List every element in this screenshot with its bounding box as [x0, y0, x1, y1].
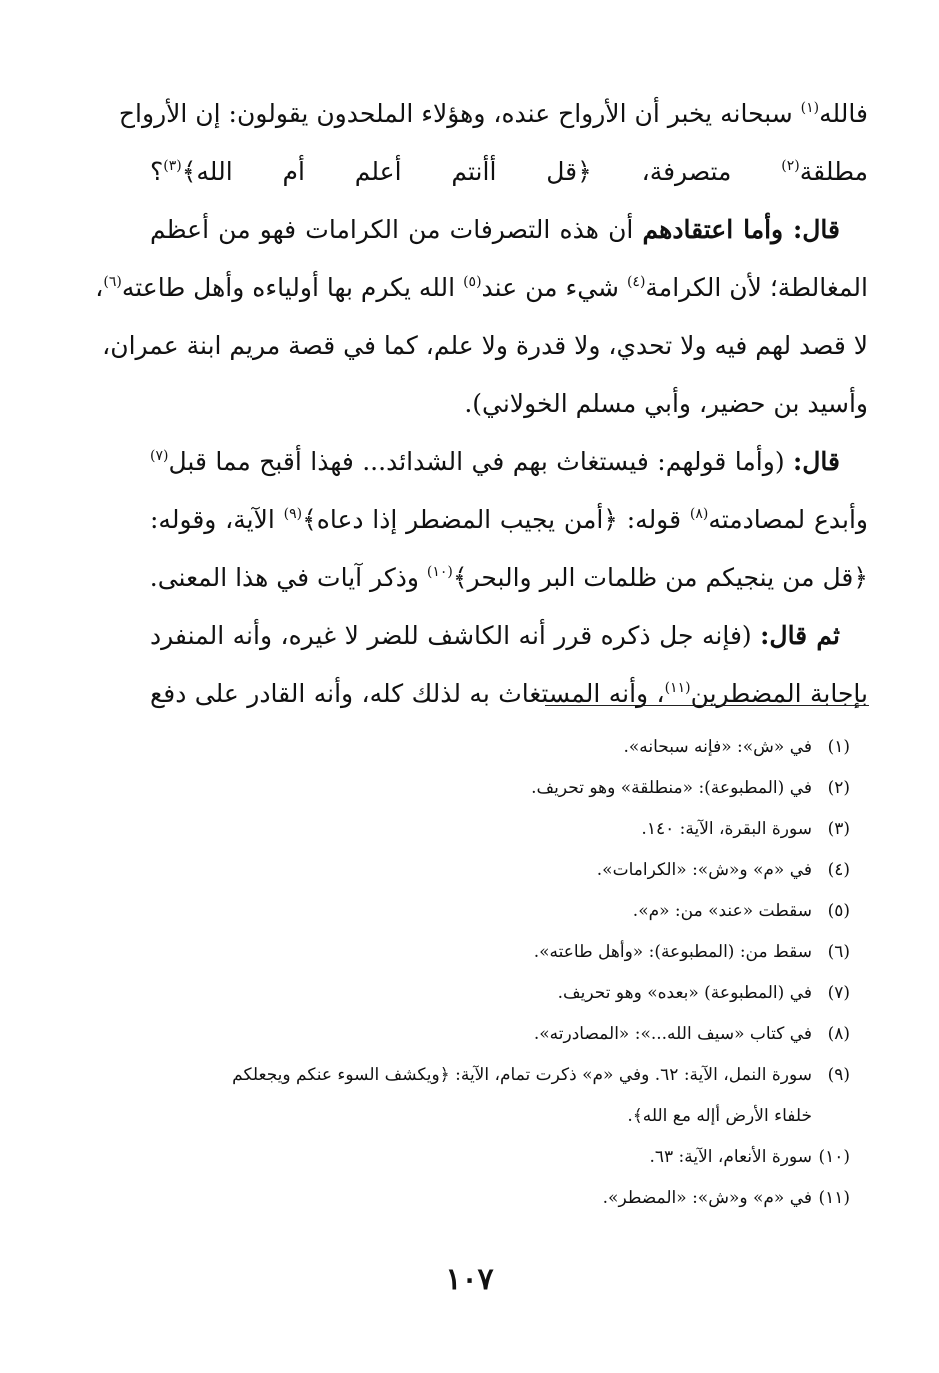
text-line — [150, 549, 868, 607]
footnote-text — [145, 891, 812, 932]
footnotes — [145, 727, 850, 1219]
footnote — [145, 973, 850, 1014]
footnote-text-line: سورة البقرة، الآية: ١٤٠. — [641, 819, 812, 839]
footnote-text-line: خلفاء الأرض أإله مع الله﴾. — [627, 1106, 812, 1126]
footnote-text — [145, 973, 812, 1014]
footnote-number: (٩) — [827, 1065, 850, 1085]
footnote-text-line: في «م» و«ش»: «الكرامات». — [596, 860, 812, 880]
footnote — [145, 932, 850, 973]
speaker-label: قال: — [793, 447, 840, 476]
footnote-text-line: سورة الأنعام، الآية: ٦٣. — [649, 1147, 812, 1167]
footnote — [145, 727, 850, 768]
text-line — [150, 491, 868, 549]
footnote-text — [145, 768, 812, 809]
text-run: سبحانه يخبر أن الأرواح عنده، وهؤلاء الملحدون يقولون: إن الأرواح — [118, 99, 801, 128]
text-run: شيء من عند — [481, 273, 627, 302]
text-run: فالله — [819, 99, 868, 128]
footnote-text-line: في «م» و«ش»: «المضطر». — [602, 1188, 812, 1208]
text-run: ، — [95, 273, 104, 302]
footnote-number: (٦) — [827, 942, 850, 962]
text-line — [118, 85, 868, 143]
text-run: وذكر آيات في هذا المعنى. — [149, 563, 427, 592]
text-line — [102, 317, 868, 375]
footnote-text-line: في كتاب «سيف الله...»: «المصادرته». — [533, 1024, 812, 1044]
footnote-number: (١١) — [818, 1188, 850, 1208]
footnote-number: (٢) — [827, 778, 850, 798]
text-run: لا قصد لهم فيه ولا تحدي، ولا قدرة ولا علم، كما في قصة مريم ابنة عمران، — [102, 331, 868, 360]
footnote — [145, 768, 850, 809]
text-line — [150, 433, 868, 491]
text-run: الله يكرم بها أولياءه وأهل طاعته — [121, 273, 464, 302]
text-run: ؟ — [150, 157, 164, 186]
footnote-text — [145, 1014, 812, 1055]
text-run: المغالطة؛ لأن الكرامة — [645, 273, 868, 302]
footnote-number: (٤) — [827, 860, 850, 880]
text-run: الآية، وقوله: — [150, 505, 284, 534]
footnote-text — [145, 932, 812, 973]
footnote-text-line: سقط من: (المطبوعة): «وأهل طاعته». — [533, 942, 812, 962]
text-run: (وأما قولهم: فيستغاث بهم في الشدائد... فهذا أقبح مما قبل — [168, 447, 794, 476]
footnote-marker: (٣) — [163, 158, 182, 174]
footnote — [145, 1178, 850, 1219]
footnote — [145, 891, 850, 932]
footnote-text — [145, 727, 812, 768]
text-run: ﴿قل من ينجيكم من ظلمات البر والبحر﴾ — [452, 563, 868, 592]
text-run: قوله: ﴿أمن يجيب المضطر إذا دعاه﴾ — [302, 505, 690, 534]
footnote-number: (٨) — [827, 1024, 850, 1044]
text-run: وأبدع لمصادمته — [708, 505, 868, 534]
text-run: مطلقة — [799, 157, 868, 186]
footnote — [145, 809, 850, 850]
footnote-text-line: سقطت «عند» من: «م». — [632, 901, 812, 921]
footnote-marker: (٧) — [150, 448, 169, 464]
footnote-marker: (٥) — [463, 274, 482, 290]
text-run: ، وأنه المستغاث به لذلك كله، وأنه القادر على دفع — [150, 679, 665, 708]
text-line — [150, 143, 868, 201]
footnote — [145, 1055, 850, 1137]
page-number: ١٠٧ — [445, 1262, 494, 1297]
footnote-marker: (١٠) — [426, 564, 453, 580]
footnote-marker: (٢) — [781, 158, 800, 174]
footnote-marker: (٩) — [283, 506, 303, 522]
footnote-number: (٣) — [827, 819, 850, 839]
text-run: متصرفة، ﴿قل أأنتم أعلم أم الله﴾ — [181, 157, 782, 186]
text-line — [150, 607, 868, 665]
footnote-text-line: في (المطبوعة): «منطلقة» وهو تحريف. — [531, 778, 812, 798]
footnote-text — [145, 1178, 812, 1219]
footnote-number: (٧) — [827, 983, 850, 1003]
footnote-number: (١٠) — [818, 1147, 850, 1167]
text-line — [150, 665, 868, 723]
footnote — [145, 1137, 850, 1178]
text-run: بإجابة المضطرين — [690, 679, 868, 708]
footnote-text — [145, 1055, 812, 1137]
footnote — [145, 850, 850, 891]
footnote-divider — [545, 705, 869, 706]
footnote-text-line: سورة النمل، الآية: ٦٢. وفي «م» ذكرت تمام، الآية: ﴿ويكشف السوء عنكم ويجعلكم — [232, 1065, 812, 1085]
footnote-marker: (١١) — [664, 680, 691, 696]
text-run: وأسيد بن حضير، وأبي مسلم الخولاني). — [464, 389, 868, 418]
footnote-marker: (٦) — [103, 274, 122, 290]
text-line — [150, 375, 868, 433]
footnote-text — [145, 850, 812, 891]
footnote-marker: (١) — [800, 100, 820, 116]
footnote-text — [145, 809, 812, 850]
footnote-marker: (٤) — [626, 274, 646, 290]
text-run: (فإنه جل ذكره قرر أنه الكاشف للضر لا غيره، وأنه المنفرد — [150, 621, 761, 650]
footnote-number: (٥) — [827, 901, 850, 921]
text-run: أن هذه التصرفات من الكرامات فهو من أعظم — [150, 215, 643, 244]
footnote-marker: (٨) — [689, 506, 709, 522]
footnote-text — [145, 1137, 812, 1178]
speaker-label: قال: وأما اعتقادهم — [642, 215, 840, 244]
main-text — [95, 85, 868, 723]
text-line — [150, 201, 868, 259]
footnote-text-line: في «ش»: «فإنه سبحانه». — [623, 737, 812, 757]
footnote — [145, 1014, 850, 1055]
footnote-number: (١) — [827, 737, 850, 757]
text-line — [95, 259, 868, 317]
speaker-label: ثم قال: — [760, 621, 840, 650]
footnote-text-line: في (المطبوعة) «بعده» وهو تحريف. — [557, 983, 812, 1003]
